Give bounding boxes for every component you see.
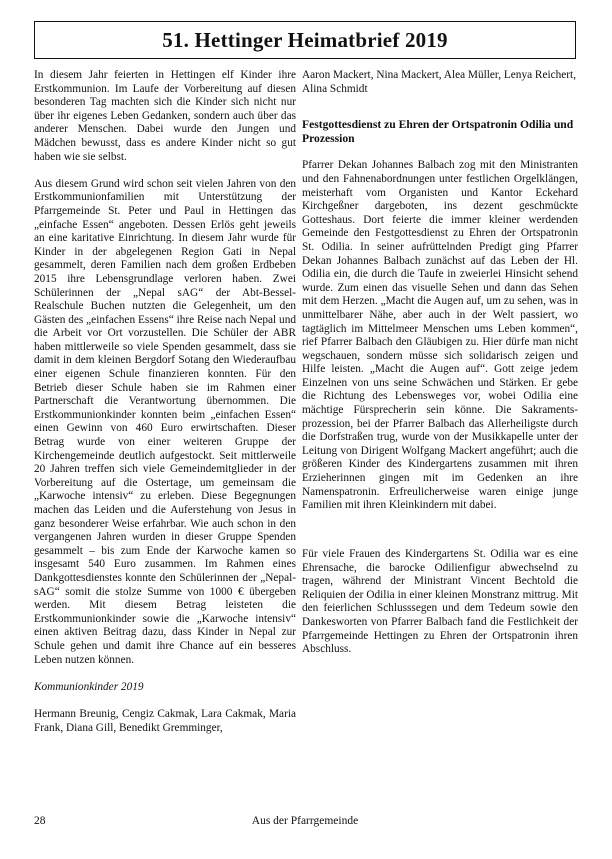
children-names-continued: Aaron Mackert, Nina Mackert, Alea Müller, Lenya Reichert, Alina Schmidt: [302, 69, 577, 95]
communion-children-subheading: Kommunionkinder 2019: [34, 680, 144, 693]
left-column: [34, 69, 296, 735]
festival-service-paragraph: Pfarrer Dekan Johannes Balbach zog mit den Ministranten und den Fahnenabordnungen unter festlichen Orgelklängen, meisterhaft vom Organisten und Kantor Eckehard Kirchgeßner dargeboten, ins dezent geschmückte Gotteshaus. Dort feierte die immer kleiner werdenden Gemeinde den Festgottesdienst zu Ehren der Ortspatronin St. Odilia. In seiner aufrüttelnden Predigt ging Pfarrer Dekan Johannes Balbach zunächst auf das Leben der Hl. Odilia ein, die durch die Taufe in zweierlei Hinsicht sehend wurde. Zum einen das visuelle Sehen und dann das Sehen mit dem Herzen. „Macht die Augen auf, um zu sehen, was in unmittelbarer Nähe, aber auch in der Welt passiert, wo tagtäglich im Mittelmeer Menschen ums Leben kommen“, rief Pfarrer Balbach den Gläubigen zu. Hier dürfe man nicht wegschauen, sondern müsse sich solidarisch zeigen und Hilfe leisten. „Macht die Augen auf“. Gott zeige jedem Einzelnen von uns seine Schwächen und Stärken. Er gebe die Richtung des Lebensweges vor, wobei Odilia eine mächtige Fürsprecherin sein könne. Die Sakraments-prozession, bei der Pfarrer Balbach das Allerheiligste durch die Dorfstraßen trug, wurde von der Musikkapelle unter der Leitung von Dirigent Wolfgang Mackert angeführt; auch die größeren Kinder des Kindergartens zusammen mit ihren Erzieherinnen gingen mit im Gedenken an ihre Namenspatronin. Erfreulicherweise waren einige junge Familien mit ihren Kleinkindern mit dabei.: [302, 159, 578, 512]
intro-paragraph: In diesem Jahr feierten in Hettingen elf Kinder ihre Erstkommunion. Im Laufe der Vorbereitung auf diesen besonderen Tag machten sich die Kinder sich nicht nur über ihr eigenes Leben Gedanken, sondern auch über das anderer Menschen. Dabei wurde den Jungen und Mädchen bewusst, dass es andere Kinder nicht so gut haben wie sie selbst.: [34, 69, 296, 163]
children-names-list: Hermann Breunig, Cengiz Cakmak, Lara Cakmak, Maria Frank, Diana Gill, Benedikt Gremminger,: [34, 707, 296, 734]
right-column: [302, 69, 578, 657]
page-number: 28: [34, 815, 46, 827]
masthead-box: [34, 21, 576, 59]
odilia-section-heading: Festgottesdienst zu Ehren der Ortspatronin Odilia und Prozession: [302, 117, 574, 145]
nepal-paragraph: Aus diesem Grund wird schon seit vielen Jahren von den Erstkommunionfamilien mit Unterstützung der Pfarrgemeinde St. Peter und Paul in Hettingen das „einfache Essen“ angeboten. Dessen Erlös geht jeweils an eine karitative Einrichtung. In diesem Jahr wurde für Kinder in der abgelegenen Region Gati in Nepal gesammelt, deren Familien nach dem großen Erdbeben 2015 ihre Lebensgrundlage verloren haben. Zwei Schülerinnen der „Nepal sAG“ der Abt-Bessel-Realschule Buchen nutzten die Gelegenheit, um den Gästen des „einfachen Essens“ ihre Reise nach Nepal und die Arbeit vor Ort vorzustellen. Die Schüler der ABR haben mittlerweile so viele Spenden gesammelt, dass sie damit in dem kleinen Bergdorf Sotang den Wiederaufbau einer eigenen Schule finanzieren konnten. Für den Betrieb dieser Schule haben sie im Rahmen einer Partnerschaft die Verantwortung übernommen. Die Erstkommunionkinder konnten beim „einfachen Essen“ einen Gewinn von 460 Euro erwirtschaften. Dieser Betrag wurde von einer weiteren Gruppe der Kirchengemeinde deutlich aufgestockt. Seit mittlerweile 20 Jahren treffen sich viele Gemeindemitglieder in der Vorbereitung auf die Ostertage, um gemeinsam die „Karwoche intensiv“ zu erleben. Diese Begegnungen machen das Leiden und die Auferstehung von Jesus in ganz besonderer Weise erfahrbar. Wie auch schon in den vergangenen Jahren wurden in dieser Gruppe Spenden gesammelt – bis zum Ende der Karwoche kamen so insgesamt 540 Euro zusammen. Im Rahmen eines Dankgottesdienstes konnte den Schülerinnen der „Nepal-sAG“ somit die stolze Summe von 1000 € übergeben werden. Mit diesem Betrag leisteten die Erstkommunionkinder sowie die „Karwoche intensiv“ einen aktiven Beitrag dazu, dass Kinder in Nepal zur Schule gehen und damit ihre Chance auf ein besseres Leben nutzen können.: [34, 177, 296, 666]
footer-section-title: Aus der Pfarrgemeinde: [251, 815, 359, 827]
procession-paragraph: Für viele Frauen des Kindergartens St. Odilia war es eine Ehrensache, die barocke Odilienfigur abwechselnd zu tragen, während der Ministrant Vincent Bechtold die Reliquien der Odilia in einer kleinen Monstranz mittrug. Mit den feierlichen Schlusssegen und dem Tedeum sowie den Dankesworten von Pfarrer Balbach fand die Festlichkeit der Pfarrgemeinde Hettingen zu Ehren der Ortspatronin ihren Abschluss.: [302, 548, 578, 656]
page-title: 51. Hettinger Heimatbrief 2019: [162, 27, 448, 52]
